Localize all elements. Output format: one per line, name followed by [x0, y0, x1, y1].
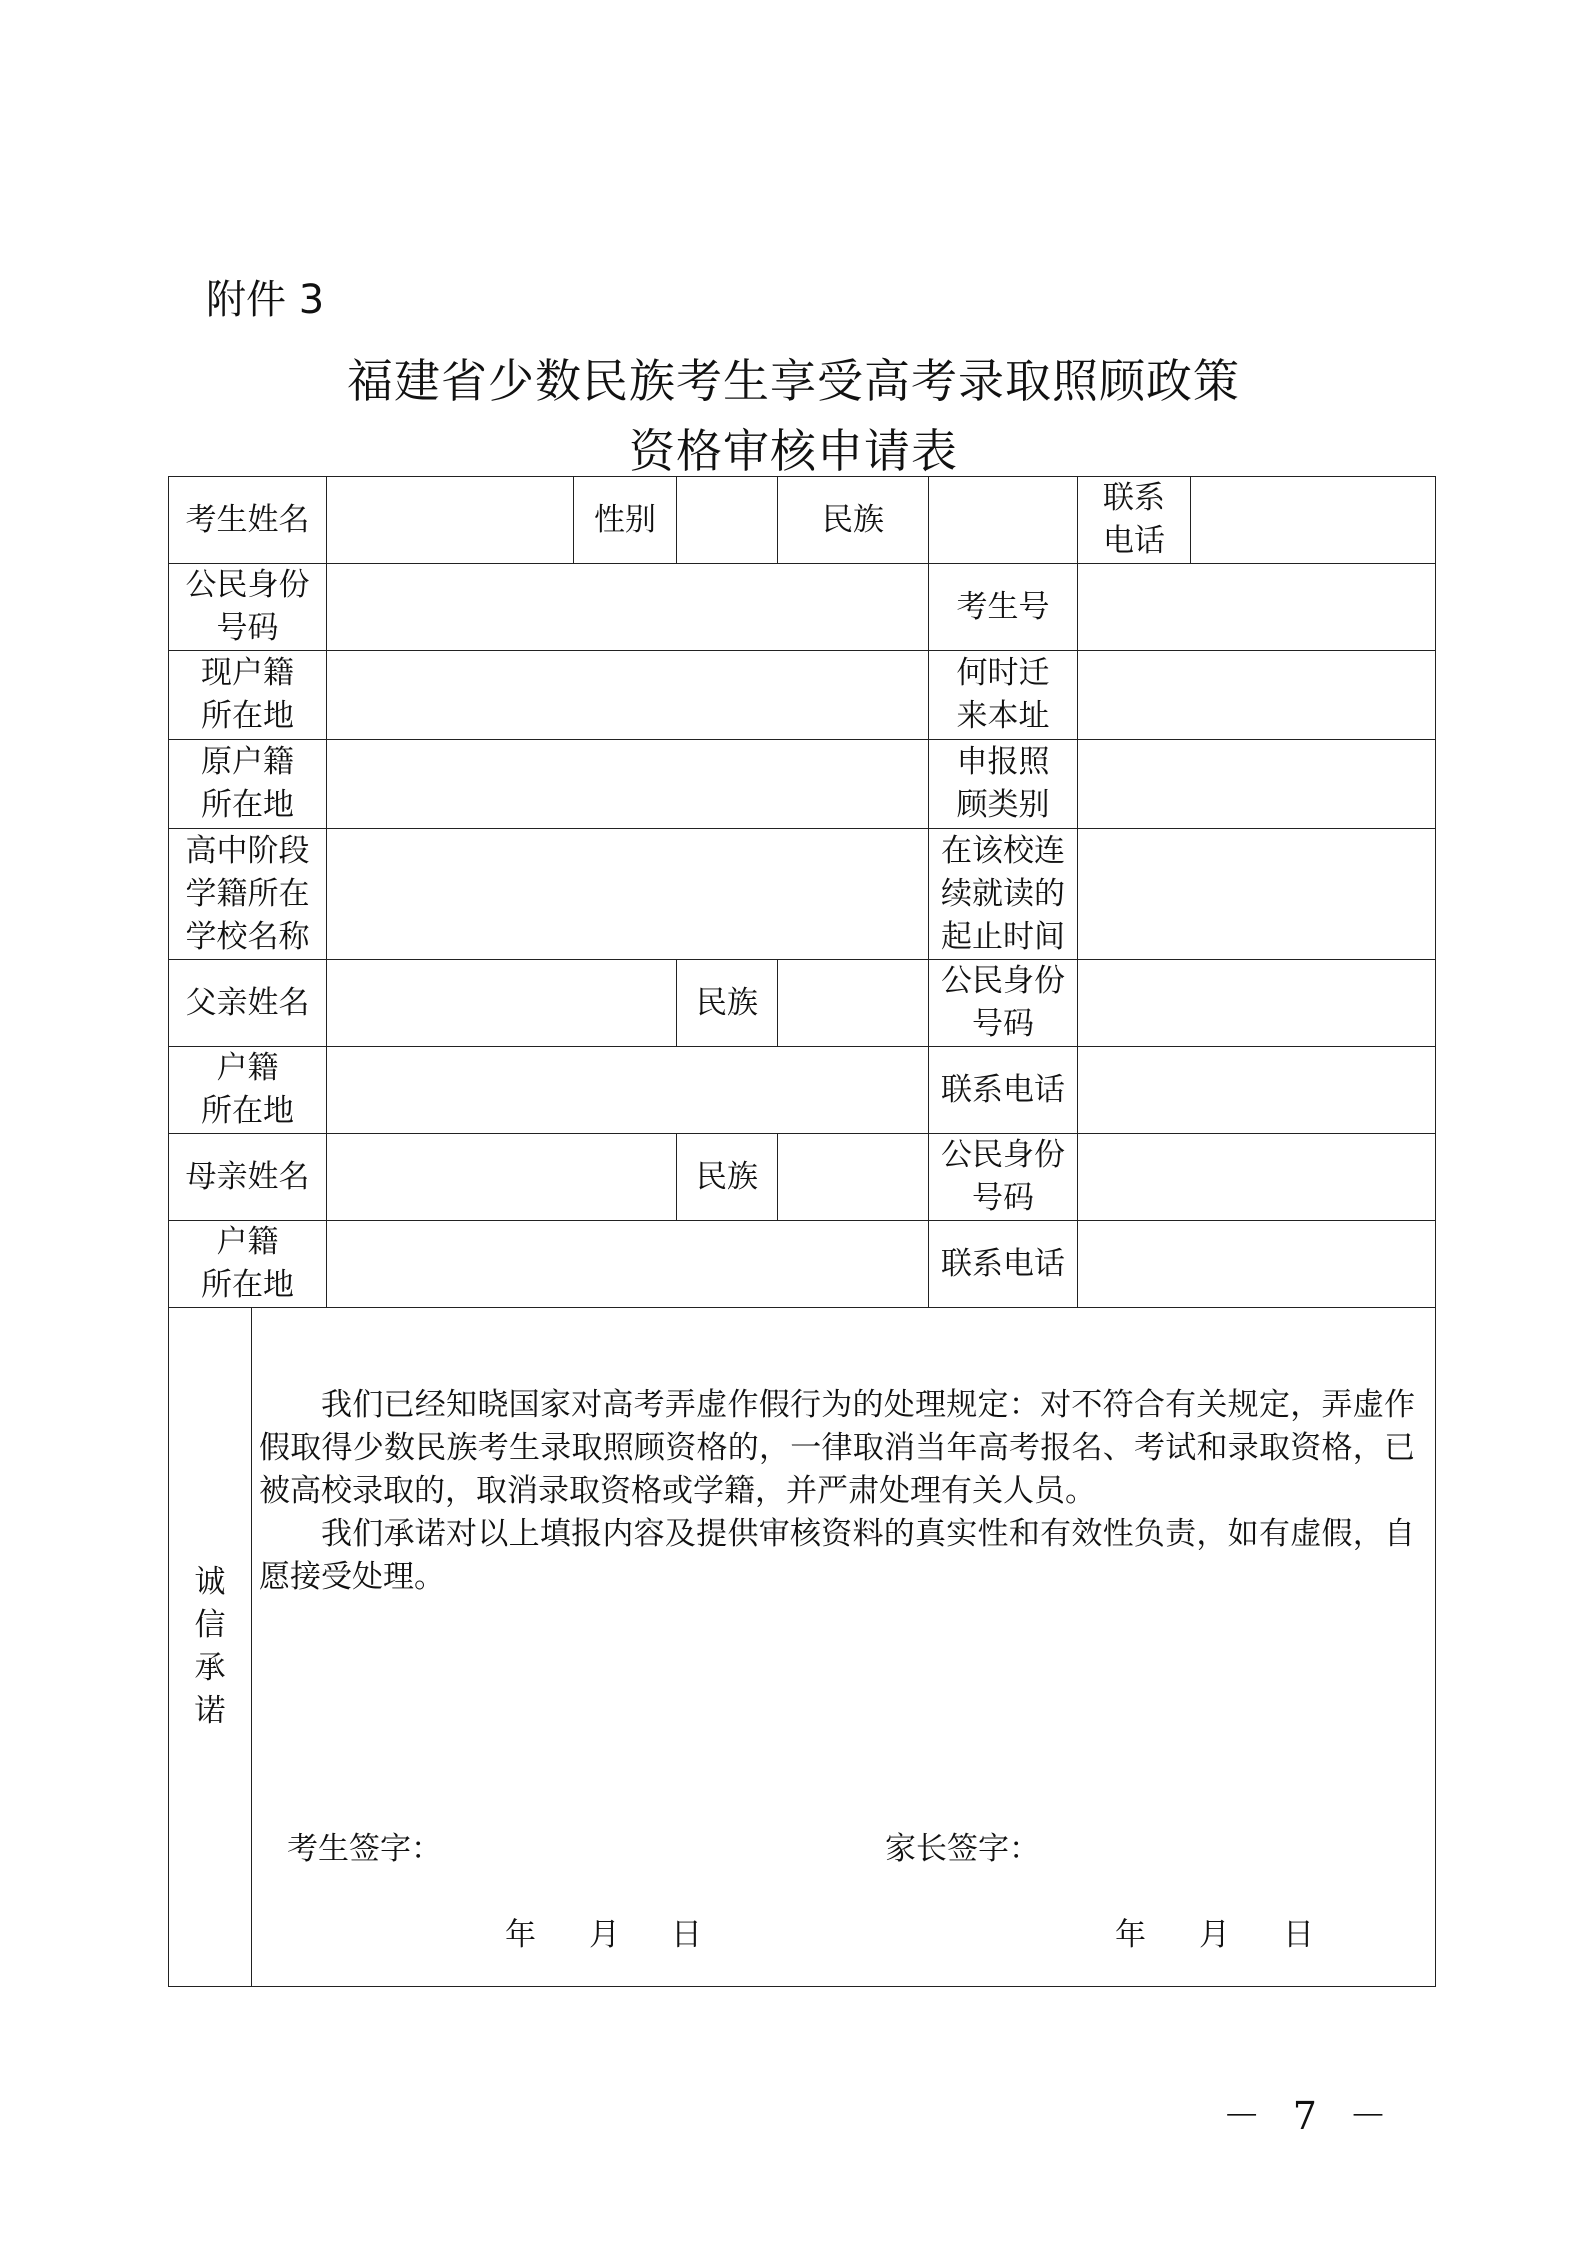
- label-current-hukou-line1: 现户籍: [201, 655, 294, 691]
- parent-date-month: 月: [1199, 1917, 1230, 1953]
- label-father-id-line2: 号码: [972, 1006, 1034, 1042]
- attachment-label: 附件 3: [206, 277, 325, 323]
- application-form-table: [168, 476, 1436, 1987]
- field-father-name[interactable]: [327, 960, 677, 1047]
- row-original-hukou: [169, 740, 1436, 829]
- parent-date-year: 年: [1115, 1917, 1146, 1953]
- field-current-hukou[interactable]: [327, 651, 929, 740]
- label-father-name: 父亲姓名: [169, 960, 327, 1047]
- label-id-line2: 号码: [216, 610, 279, 646]
- field-father-phone[interactable]: [1078, 1047, 1436, 1134]
- label-mother-id-line1: 公民身份: [941, 1137, 1065, 1173]
- field-mother-hukou[interactable]: [327, 1221, 929, 1308]
- parent-signature-label: 家长签字：: [885, 1831, 1040, 1867]
- row-father: [169, 960, 1436, 1047]
- label-study-period: [929, 829, 1078, 960]
- label-phone: [1078, 477, 1191, 563]
- row-mother: [169, 1134, 1436, 1221]
- field-id-number[interactable]: [327, 564, 929, 651]
- label-original-hukou: [169, 740, 327, 829]
- label-student-name: 考生姓名: [169, 477, 327, 564]
- row-high-school: [169, 829, 1436, 960]
- page-number: － 7 －: [1222, 2094, 1397, 2138]
- field-move-time[interactable]: [1078, 651, 1436, 740]
- label-high-school-line1: 高中阶段: [185, 832, 310, 869]
- student-date-month: 月: [589, 1917, 620, 1953]
- promise-label-char2: 信: [194, 1607, 226, 1643]
- field-original-hukou[interactable]: [327, 740, 929, 829]
- label-high-school-line2: 学籍所在: [185, 875, 310, 912]
- label-move-time-line1: 何时迁: [956, 655, 1050, 691]
- promise-paragraph-1: 我们已经知晓国家对高考弄虚作假行为的处理规定：对不符合有关规定，弄虚作假取得少数民族考生录取照顾资格的，一律取消当年高考报名、考试和录取资格，已被高校录取的，取消录取资格或学籍，并严肃处理有关人员。: [259, 1387, 1415, 1509]
- label-father-id: [929, 960, 1078, 1047]
- label-father-phone: 联系电话: [929, 1047, 1078, 1134]
- label-phone-line2: 电话: [1103, 523, 1165, 559]
- label-care-category: [929, 740, 1078, 829]
- field-care-category[interactable]: [1078, 740, 1436, 829]
- label-original-hukou-line2: 所在地: [201, 787, 294, 823]
- phone-subtable: [1078, 477, 1435, 563]
- label-father-id-line1: 公民身份: [941, 963, 1065, 999]
- promise-label: [169, 1308, 252, 1986]
- promise-label-char4: 诺: [194, 1693, 226, 1729]
- label-gender: 性别: [574, 477, 677, 564]
- label-id-line1: 公民身份: [185, 567, 310, 603]
- label-father-hukou: [169, 1047, 327, 1134]
- label-move-time: [929, 651, 1078, 740]
- row-mother-hukou: [169, 1221, 1436, 1308]
- promise-content: [253, 1308, 1435, 1986]
- field-mother-name[interactable]: [327, 1134, 677, 1221]
- promise-label-char3: 承: [194, 1650, 226, 1686]
- student-date-day: 日: [671, 1917, 702, 1953]
- label-father-ethnicity: 民族: [677, 960, 778, 1047]
- form-title-line1: 福建省少数民族考生享受高考录取照顾政策: [347, 354, 1240, 408]
- label-original-hukou-line1: 原户籍: [201, 744, 294, 780]
- field-high-school[interactable]: [327, 829, 929, 960]
- label-mother-phone: 联系电话: [929, 1221, 1078, 1308]
- label-study-period-line2: 续就读的: [941, 875, 1065, 912]
- field-father-id[interactable]: [1078, 960, 1436, 1047]
- promise-label-char1: 诚: [194, 1564, 226, 1600]
- label-mother-id-line2: 号码: [972, 1180, 1034, 1216]
- label-move-time-line2: 来本址: [956, 698, 1050, 734]
- field-ethnicity[interactable]: [929, 477, 1078, 564]
- form-title-line2: 资格审核申请表: [629, 424, 958, 478]
- label-current-hukou: [169, 651, 327, 740]
- row-father-hukou: [169, 1047, 1436, 1134]
- promise-cell: [169, 1308, 1436, 1987]
- field-gender[interactable]: [677, 477, 778, 564]
- field-mother-id[interactable]: [1078, 1134, 1436, 1221]
- row-current-hukou: [169, 651, 1436, 740]
- label-mother-hukou-line2: 所在地: [201, 1267, 294, 1303]
- field-father-hukou[interactable]: [327, 1047, 929, 1134]
- promise-paragraph-2: 我们承诺对以上填报内容及提供审核资料的真实性和有效性负责，如有虚假，自愿接受处理。: [259, 1516, 1415, 1595]
- label-mother-hukou: [169, 1221, 327, 1308]
- label-id-number: [169, 564, 327, 651]
- label-father-hukou-line1: 户籍: [216, 1050, 279, 1086]
- row-student-basic: [169, 477, 1436, 564]
- row-integrity-promise: [169, 1308, 1436, 1987]
- label-mother-name: 母亲姓名: [169, 1134, 327, 1221]
- field-father-ethnicity[interactable]: [778, 960, 929, 1047]
- parent-date-day: 日: [1283, 1917, 1314, 1953]
- phone-cell: [1078, 477, 1436, 564]
- label-high-school-line3: 学校名称: [185, 918, 310, 955]
- field-phone[interactable]: [1191, 477, 1436, 563]
- label-high-school: [169, 829, 327, 960]
- student-signature-label: 考生签字：: [287, 1831, 442, 1867]
- row-id-number: [169, 564, 1436, 651]
- label-phone-line1: 联系: [1103, 480, 1165, 516]
- label-care-category-line2: 顾类别: [956, 787, 1050, 823]
- label-mother-hukou-line1: 户籍: [216, 1224, 279, 1260]
- label-study-period-line1: 在该校连: [941, 832, 1065, 869]
- label-care-category-line1: 申报照: [956, 744, 1050, 780]
- field-mother-ethnicity[interactable]: [778, 1134, 929, 1221]
- field-mother-phone[interactable]: [1078, 1221, 1436, 1308]
- label-mother-ethnicity: 民族: [677, 1134, 778, 1221]
- field-exam-number[interactable]: [1078, 564, 1436, 651]
- label-father-hukou-line2: 所在地: [201, 1093, 294, 1129]
- label-exam-number: 考生号: [929, 564, 1078, 651]
- field-student-name[interactable]: [327, 477, 574, 564]
- field-study-period[interactable]: [1078, 829, 1436, 960]
- student-date-year: 年: [505, 1917, 536, 1953]
- label-mother-id: [929, 1134, 1078, 1221]
- label-ethnicity: 民族: [778, 477, 929, 564]
- label-current-hukou-line2: 所在地: [201, 698, 294, 734]
- promise-text: [259, 1384, 1415, 1599]
- label-study-period-line3: 起止时间: [941, 918, 1065, 955]
